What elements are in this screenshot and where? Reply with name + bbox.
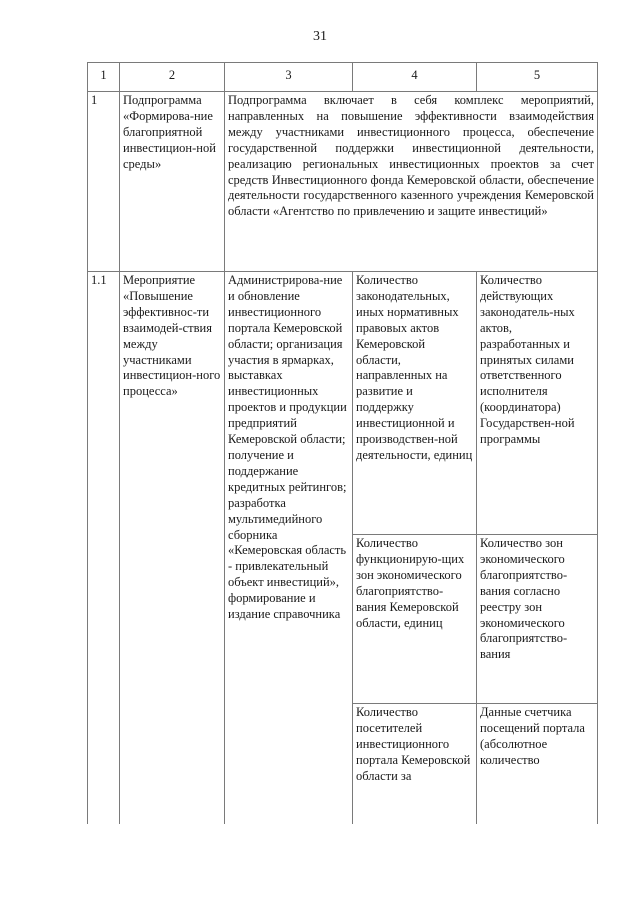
measure-content: Администрирова-ние и обновление инвестиционного портала Кемеровской области; организация участия в ярмарках, выставках инвестиционных проектов и продукции предприятий Кемеровской области; получение и поддержание кредитных рейтингов; разработка мультимедийного сборника «Кемеровская область - привлекательный объект инвестиций», формирование и издание справочника xyxy=(225,272,353,824)
measure-name: Мероприятие «Повышение эффективнос-ти взаимодей-ствия между участниками инвестицион-ного процесса» xyxy=(120,272,225,824)
table-header-row xyxy=(88,63,598,92)
header-cell-2: 2 xyxy=(120,63,225,92)
subprogram-name: Подпрограмма «Формирова-ние благоприятной инвестицион-ной среды» xyxy=(120,92,225,272)
header-cell-1: 1 xyxy=(88,63,120,92)
indicator-method-1: Количество действующих законодатель-ных актов, разработанных и принятых силами ответственного исполнителя (координатора) Государствен-ной программы xyxy=(477,272,598,535)
indicator-name-3: Количество посетителей инвестиционного портала Кемеровской области за xyxy=(353,704,477,824)
indicator-method-2: Количество зон экономического благоприятство-вания согласно реестру зон экономического благоприятство-вания xyxy=(477,535,598,704)
subprogram-row xyxy=(88,92,598,272)
indicator-name-2: Количество функционирую-щих зон экономического благоприятство-вания Кемеровской области, единиц xyxy=(353,535,477,704)
indicator-method-3: Данные счетчика посещений портала (абсолютное количество xyxy=(477,704,598,824)
header-cell-3: 3 xyxy=(225,63,353,92)
program-table xyxy=(87,62,598,824)
measure-number: 1.1 xyxy=(88,272,120,824)
header-cell-5: 5 xyxy=(477,63,598,92)
subprogram-description: Подпрограмма включает в себя комплекс мероприятий, направленных на повышение эффективности взаимодействия между участниками инвестиционного процесса, обеспечение государственной поддержки инвестиционной деятельности, реализацию региональных инвестиционных проектов за счет средств Инвестиционного фонда Кемеровской области, обеспечение деятельности государственного казенного учреждения Кемеровской области «Агентство по привлечению и защите инвестиций» xyxy=(225,92,598,272)
indicator-name-1: Количество законодательных, иных нормативных правовых актов Кемеровской области, направленных на развитие и поддержку инвестиционной и производствен-ной деятельности, единиц xyxy=(353,272,477,535)
header-cell-4: 4 xyxy=(353,63,477,92)
page-number: 31 xyxy=(313,29,327,44)
indicator-row-1 xyxy=(88,272,598,535)
subprogram-number: 1 xyxy=(88,92,120,272)
